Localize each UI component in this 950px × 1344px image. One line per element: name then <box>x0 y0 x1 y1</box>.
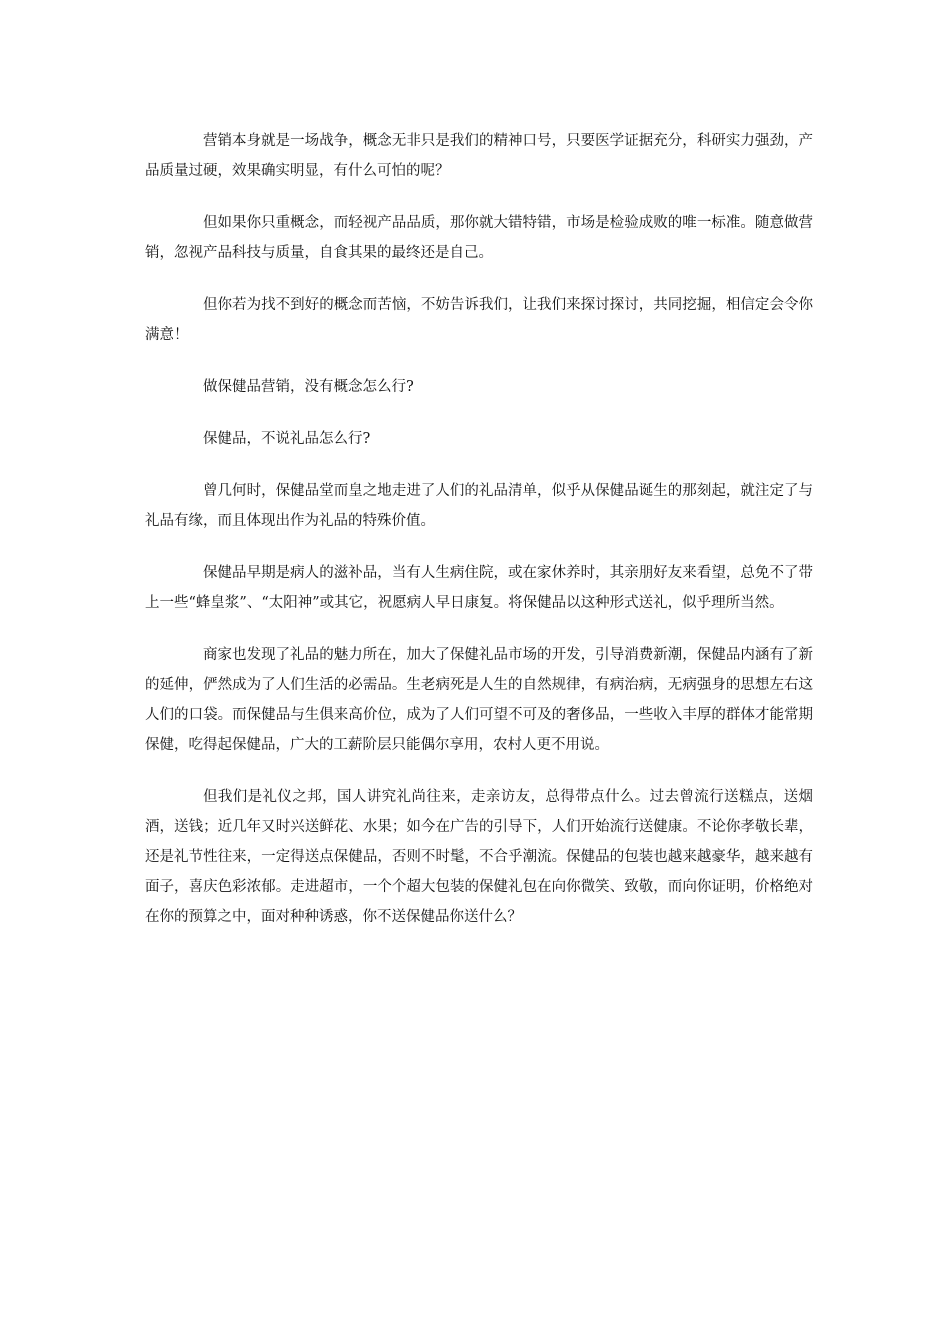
paragraph-5: 保健品，不说礼品怎么行? <box>203 431 371 447</box>
paragraph-2: 但如果你只重概念，而轻视产品品质，那你就大错特错，市场是检验成败的唯一标准。随意做营销，忽视产品科技与质量，自食其果的最终还是自己。 <box>145 215 813 261</box>
paragraph-6: 曾几何时，保健品堂而皇之地走进了人们的礼品清单，似乎从保健品诞生的那刻起，就注定了与礼品有缘，而且体现出作为礼品的特殊价值。 <box>145 483 813 529</box>
paragraph-9: 但我们是礼仪之邦，国人讲究礼尚往来，走亲访友，总得带点什么。过去曾流行送糕点，送烟酒，送钱；近几年又时兴送鲜花、水果；如今在广告的引导下，人们开始流行送健康。不论你孝敬长辈，还是礼节性往来，一定得送点保健品，否则不时髦，不合乎潮流。保健品的包装也越来越豪华，越来越有面子，喜庆色彩浓郁。走进超市，一个个超大包装的保健礼包在向你微笑、致敬，而向你证明，价格绝对在你的预算之中，面对种种诱惑，你不送保健品你送什么？ <box>145 789 813 925</box>
paragraph-1: 营销本身就是一场战争，概念无非只是我们的精神口号，只要医学证据充分，科研实力强劲，产品质量过硬，效果确实明显，有什么可怕的呢？ <box>145 133 813 179</box>
paragraph-4: 做保健品营销，没有概念怎么行? <box>203 379 414 395</box>
paragraph-8: 商家也发现了礼品的魅力所在，加大了保健礼品市场的开发，引导消费新潮，保健品内涵有了新的延伸，俨然成为了人们生活的必需品。生老病死是人生的自然规律，有病治病，无病强身的思想左右这人们的口袋。而保健品与生俱来高价位，成为了人们可望不可及的奢侈品，一些收入丰厚的群体才能常期保健，吃得起保健品，广大的工薪阶层只能偶尔享用，农村人更不用说。 <box>145 647 813 753</box>
document-body <box>145 126 813 954</box>
paragraph-7: 保健品早期是病人的滋补品，当有人生病住院，或在家休养时，其亲朋好友来看望，总免不了带上一些“蜂皇浆”、“太阳神”或其它，祝愿病人早日康复。将保健品以这种形式送礼，似乎理所当然。 <box>145 565 813 611</box>
paragraph-3: 但你若为找不到好的概念而苦恼，不妨告诉我们，让我们来探讨探讨，共同挖掘，相信定会令你满意！ <box>145 297 813 343</box>
